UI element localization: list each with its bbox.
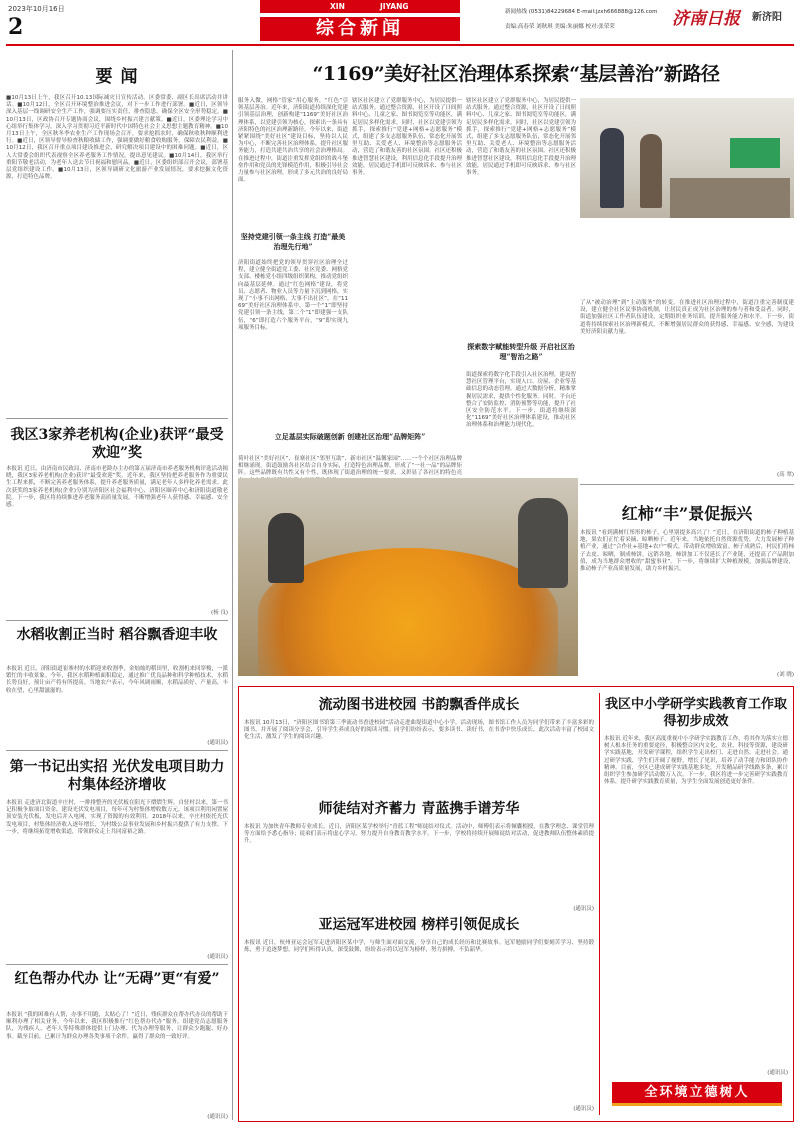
article-body-study: 本报讯 近年来，我区高度重视中小学研学实践教育工作，将其作为落实立德树人根本任务的重要途径，积极整合区内文化、农业、科技等资源，建设研学实践基地，开发研学课程，组织学生走出校门、走进自然、走进社会。通过研学实践，学生们开阔了视野，增长了见识，培养了动手能力和团队协作精神。目前，全区已建成研学实践基地多处，开发精品研学线路多条，累计组织学生参加研学活动数万人次。下一步，我区将进一步完善研学实践教育体系，提升研学实践教育质量，为学生全面发展创造更好条件。 — [604, 736, 788, 786]
article-title-persimmon: 红柿“丰”景促振兴 — [621, 504, 753, 523]
photo-person — [600, 128, 624, 208]
article-title-books: 流动图书进校园 书韵飘香伴成长 — [318, 697, 520, 713]
article-title-elderly: 我区3家养老机构(企业)获评“最受欢迎”奖 — [10, 427, 224, 461]
photo-wall-sign — [730, 138, 780, 168]
main-col-2b-top: 辖区社区建立了党群服务中心，为居民提供一站式服务。通过整合资源，社区开设了日间照料中心、儿童之家、图书阅览室等功能区，满足居民多样化需求。同时，社区以党建引领为抓手，探索推行“党建+网格+志愿服务”模式，组建了多支志愿服务队伍，常态化开展邻里互助、关爱老人、环境整治等志愿服务活动，营造了和谐友善的社区氛围。社区还积极推进智慧社区建设，利用信息化手段提升治理效能，居民通过手机即可反映诉求、参与社区事务。 — [466, 98, 577, 177]
page-number: 2 — [8, 14, 24, 40]
community-photo — [580, 98, 794, 218]
divider — [580, 484, 794, 485]
article-body-elderly: 本报讯 近日，由济南市民政局、济南市老龄办主办的第五届济南市养老服务机构评选活动揭晓，我区3家养老机构(企业)获评“最受欢迎”奖。近年来，我区坚持把养老服务作为重要民生工程来抓，不断完善养老服务体系，提升养老服务质量，满足老年人多样化养老需求。此次获奖的3家养老机构(企业)分别为济阳区社会福利中心、济阳区颐养中心和济阳街道敬老院。下一步，我区将持续推进养老服务高质量发展，不断增强老年人获得感、幸福感、安全感。 — [6, 466, 228, 509]
article-body-rice: 本报讯 近日，济阳街道崔寨村的水稻迎来收割季，金灿灿的稻田里，收割机来回穿梭，一派繁忙的丰收景象。今年，我区水稻种植面积稳定，通过推广优良品种和科学种植技术，水稻长势良好，预计亩产将有所提高。当地农户表示，今年风调雨顺，水稻品质好、产量高，丰收在望，心里甜滋滋的。 — [6, 666, 228, 694]
section-banner — [260, 17, 460, 41]
main-subhead-1: 坚持党建引领一条主线 打造“最美治理先行地” — [240, 232, 346, 251]
masthead — [0, 0, 800, 58]
article-body-persimmon: 本报讯 “看到满树红彤彤的柿子，心里别提多高兴了！”近日，在济阳街道的柿子种植基地，果农们正忙着采摘、晾晒柿子。近年来，当地依托自然资源优势，大力发展柿子种植产业，通过“合作社+基地+农户”模式，带动群众增收致富。柿子成熟后，村民们将柿子去皮、晾晒，制成柿饼，远销各地。柿饼加工不仅延长了产业链，还提高了产品附加值，成为当地群众增收的“甜蜜事业”。下一步，将继续扩大种植规模，加强品牌建设，推动柿子产业高质量发展，助力乡村振兴。 — [580, 530, 794, 573]
main-subhead-2: 探索数字赋能转型升级 开启社区治理“智治之路” — [467, 342, 575, 361]
byline-study: (通讯员) — [767, 1070, 788, 1076]
main-col-4: 了从“被动治理”到“主动服务”的转变。在推进社区治理过程中，街道注重完善制度建设，建立健全社区议事协商机制，让居民真正成为社区治理的参与者和受益者。同时，街道加强社区工作者队伍建设，定期组织业务培训，提升服务能力和水平。下一步，街道将持续探索社区治理新模式，不断增强居民群众的获得感、幸福感、安全感，为建设美好济阳贡献力量。 — [580, 300, 794, 335]
photo-person — [640, 134, 662, 208]
editor-line: 责编:高春荣 刘秋琪 美编:朱丽娜 校对:张荣荣 — [505, 24, 615, 30]
byline-rice: (通讯员) — [207, 740, 228, 746]
byline-solar: (通讯员) — [207, 954, 228, 960]
box-column-divider — [599, 693, 600, 1115]
article-title-solar: 第一书记出实招 光伏发电项目助力村集体经济增收 — [9, 759, 225, 793]
article-body-champion: 本报讯 近日，杭州亚运会冠军走进济阳区某中学，与师生面对面交流，分享自己的成长经历和比赛故事。冠军勉励同学们要刻苦学习、坚持锻炼，勇于追逐梦想。同学们听得认真，深受鼓舞，纷纷表示将以冠军为榜样，努力拼搏，不负韶华。 — [244, 940, 594, 954]
divider — [6, 750, 228, 751]
newspaper-logo: 济南日报 — [672, 9, 740, 29]
byline-help: (通讯员) — [207, 1114, 228, 1120]
divider — [6, 964, 228, 965]
article-title-mentor: 师徒结对齐蓄力 青蓝携手谱芳华 — [318, 801, 520, 817]
main-subhead-3: 立足基层实际破题创新 创建社区治理“品牌矩阵” — [274, 432, 426, 441]
logo-sub: 新济阳 — [752, 12, 782, 23]
main-byline: (高 翠) — [776, 472, 794, 478]
pinyin-jiyang: JIYANG — [380, 2, 409, 11]
header-rule — [6, 44, 794, 46]
main-col-1b: 济阳街道始终把党的领导贯穿社区治理全过程，建立健全街道党工委、社区党委、网格党支部、楼栋党小组四级组织架构，推动党组织向最基层延伸。通过“红色网格”建设，将党员、志愿者、物业人员等力量下沉到网格，实现了“小事不出网格、大事不出社区”。在“1169”美好社区治理体系中，第一个“1”即坚持党建引领一条主线，第二个“1”即建强一支队伍，“6”即打造六个服务平台，“9”即实现九项服务目标。 — [238, 260, 349, 331]
yaowen-title: 要 闻 — [95, 67, 139, 87]
divider — [6, 620, 228, 621]
article-title-help: 红色帮办代办 让“无碍”更“有爱” — [14, 971, 220, 987]
worker-left — [268, 513, 304, 583]
worker-right — [518, 498, 568, 588]
issue-date: 2023年10月16日 — [8, 5, 65, 13]
yaowen-body: ■10月13日上午，我区召开10.13国际减灾日宣传活动。区委常委、副区长出席活动并讲话。■10月12日，全区召开环境整治推进会议，对下一步工作进行部署。■近日，区领导深入基层一线调研安全生产工作，强调要压实责任，排查隐患，确保全区安全形势稳定。■10月13日，区政协召开专题协商会议，围绕乡村振兴建言献策。■近日，区委理论学习中心组举行集体学习，深入学习贯彻习近平新时代中国特色社会主义思想主题教育精神。■10月13日上午，全区秋冬季农业生产工作现场会召开，要求抢抓农时，确保秋收秋种顺利进行。■近日，区领导督导检查秋粮收储工作，强调要做好粮食收购服务，保障农民利益。■10月12日，我区召开重点项目建设推进会，研究解决项目建设中的困难问题。■近日，区人大常委会组织代表视察全区养老服务工作情况，提出意见建议。■10月14日，我区举行重阳节敬老活动，为老年人送去节日祝福和慰问品。■近日，区委组织部召开会议，部署基层党组织建设工作。■10月13日，区领导调研文化旅游产业发展情况，要求挖掘文化资源，打造特色品牌。 — [6, 95, 228, 181]
pinyin-xin: XIN — [330, 2, 345, 11]
article-title-study: 我区中小学研学实践教育工作取得初步成效 — [604, 697, 787, 729]
article-body-solar: 本报讯 走进济北街道辛庄村，一排排整齐的光伏板在阳光下熠熠生辉。自驻村以来，第一书记积极争取项目资金，建设光伏发电项目，每年可为村集体增收数万元。该项目利用闲置屋顶安装光伏板，发电后并入电网，实现了资源的有效利用。2018年以来，辛庄村依托光伏发电项目，村集体经济收入逐年增长，为村级公益事业发展和乡村振兴提供了有力支撑。下一步，将继续拓宽增收渠道，带领群众走上共同富裕之路。 — [6, 800, 228, 835]
article-title-champion: 亚运冠军进校园 榜样引领促成长 — [318, 917, 520, 933]
photo-counter — [670, 178, 790, 218]
main-col-3: 荷叶社区“美好社区”、崔寨社区“邻里互助”、新市社区“温馨家园”……一个个社区治理品牌相继涌现。街道鼓励各社区结合自身实际，打造特色治理品牌，形成了“一社一品”的品牌矩阵。这些品牌既有共性又有个性，既体现了街道治理的统一要求，又彰显了各社区的特色亮 — [238, 456, 462, 477]
left-column-divider — [232, 50, 233, 1120]
byline-mentor: (通讯员) — [573, 906, 594, 912]
byline-champion: (通讯员) — [573, 1106, 594, 1112]
main-col-2: 辖区社区建立了党群服务中心，为居民提供一站式服务。通过整合资源，社区开设了日间照料中心、儿童之家、图书阅览室等功能区，满足居民多样化需求。同时，社区以党建引领为抓手，探索推行“党建+网格+志愿服务”模式，组建了多支志愿服务队伍，常态化开展邻里互助、关爱老人、环境整治等志愿服务活动，营造了和谐友善的社区氛围。社区还积极推进智慧社区建设，利用信息化手段提升治理效能，居民通过手机即可反映诉求、参与社区事务。 — [352, 98, 463, 177]
pinyin-bar — [260, 0, 460, 13]
persimmon-photo — [238, 478, 578, 676]
column-banner-text: 全环境立德树人 — [644, 1085, 750, 1100]
main-col-1: 服务入微，网格“管家”用心服务，“红色”引领基层善治。近年来，济阳街道持续深化党建引领基层治理，创新构建“1169”美好社区治理体系，以党建引领为核心，探索出一条具有济阳特色的社区治理新路径。今年以来，街道紧紧围绕“美好社区”建设目标，坚持以人民为中心，不断完善社区治理体系，提升社区服务能力，打造共建共治共享的社会治理格局。在推进过程中，街道注重发挥党组织的战斗堡垒作用和党员的先锋模范作用，积极引导社会力量参与社区治理，形成了多元共治的良好局面。 — [238, 98, 349, 184]
byline-elderly: (杨 良) — [210, 610, 228, 616]
article-body-books: 本报讯 10月13日，“济阳区图书馆第三季流动书香进校园”活动走进曲堤街道中心小学。活动现场，图书馆工作人员为同学们带来了丰富多彩的图书，并开展了阅读分享会，引导学生养成良好的阅读习惯。同学们纷纷表示，要多读书、读好书，在书香中快乐成长。此次活动丰富了校园文化生活，激发了学生的阅读兴趣。 — [244, 720, 594, 741]
column-banner — [612, 1082, 782, 1106]
main-col-2b: 街道探索将数字化手段引入社区治理，建设智慧社区管理平台，实现人口、房屋、企业等基础信息的动态管理。通过大数据分析，精准掌握居民需求，提供个性化服务。同时，平台还整合了安防监控、消防预警等功能，提升了社区安全防范水平。下一步，街道将继续深化“1169”美好社区治理体系建设，推动社区治理体系和治理能力现代化。 — [466, 372, 577, 429]
contact-line: 新闻热线 (0531)84229684 E-mail:jzxh666888@126.com — [505, 9, 658, 15]
section-title: 综合新闻 — [316, 18, 404, 39]
article-title-rice: 水稻收割正当时 稻谷飘香迎丰收 — [16, 627, 218, 643]
article-body-mentor: 本报讯 为加快青年教师专业成长，近日，济阳区某学校举行“青蓝工程”师徒结对仪式。活动中，师傅们表示将倾囊相授，在教学理念、课堂管理等方面给予悉心指导；徒弟们表示将虚心学习，努力提升自身教育教学水平。下一步，学校将持续开展师徒结对活动，促进教师队伍整体素质提升。 — [244, 824, 594, 845]
byline-persimmon: (刘 晓) — [776, 672, 794, 678]
main-headline: “1169”美好社区治理体系探索“基层善治”新路径 — [312, 63, 720, 85]
article-body-help: 本报讯 “我的困难有人帮，办事不用跑，太贴心了！”近日，残疾群众在帮办代办员的帮助下顺利办理了相关业务。今年以来，我区积极推行“红色帮办代办”服务，组建党员志愿服务队，为残疾人、老年人等特殊群体提供上门办理、代为办理等服务，让群众少跑腿、好办事。截至目前，已累计为群众办理各类事项千余件，赢得了群众的一致好评。 — [6, 1012, 228, 1040]
divider — [6, 418, 228, 419]
